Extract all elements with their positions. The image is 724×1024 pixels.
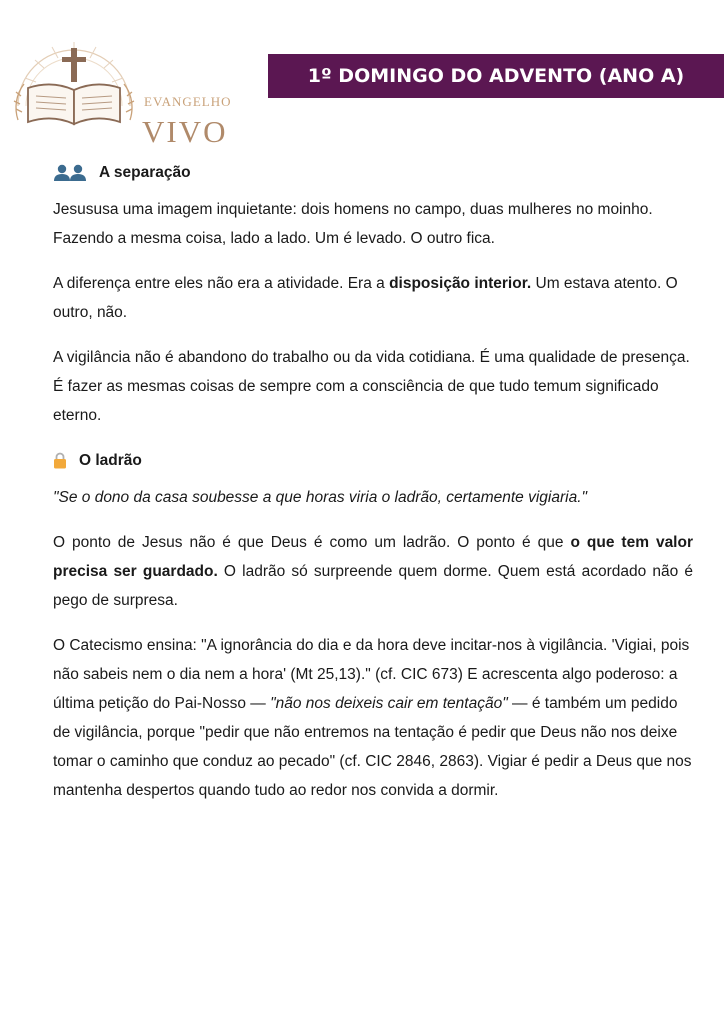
paragraph bbox=[53, 631, 693, 805]
bold-text: disposição interior. bbox=[389, 275, 532, 292]
evangelho-vivo-logo bbox=[8, 28, 232, 149]
bold-text: o que tem valor precisa ser guardado. bbox=[53, 534, 693, 580]
text-run: — é também um pedido de vigilância, porque "pedir que não entremos na tentação é pedir que Deus não nos deixe tomar o caminho que conduz ao pecado" (cf. CIC 2846, 2863). Vigiar é pedir a Deus que nos mantenha despertos quando tudo ao redor nos convida a dormir. bbox=[53, 695, 692, 799]
text-run: O Catecismo ensina: "A ignorância do dia e da hora deve incitar-nos à vigilância. 'Vigiai, pois não sabeis nem o dia nem a hora' (Mt 25,13)." (cf. CIC 673) E acrescenta algo poderoso: a última petição do Pai-Nosso — bbox=[53, 637, 690, 712]
text-run: O ponto de Jesus não é que Deus é como um ladrão. O ponto é que bbox=[53, 534, 571, 551]
open-book-cross-icon bbox=[8, 28, 230, 128]
lock-icon bbox=[53, 452, 67, 469]
section-heading-text: A separação bbox=[99, 164, 191, 181]
paragraph bbox=[53, 528, 693, 615]
document-body bbox=[53, 158, 693, 821]
page-title-banner: 1º DOMINGO DO ADVENTO (ANO A) bbox=[268, 54, 724, 98]
logo-text-vivo: VIVO bbox=[142, 114, 228, 149]
section-heading-separacao bbox=[53, 158, 693, 187]
paragraph: Jesususa uma imagem inquietante: dois homens no campo, duas mulheres no moinho. Fazendo a mesma coisa, lado a lado. Um é levado. O outro fica. bbox=[53, 201, 653, 247]
text-run: Um estava atento. O outro, não. bbox=[53, 275, 678, 321]
italic-text: "não nos deixeis cair em tentação" bbox=[270, 695, 508, 712]
two-people-icon bbox=[53, 164, 87, 182]
scripture-quote: "Se o dono da casa soubesse a que horas viria o ladrão, certamente vigiaria." bbox=[53, 489, 588, 506]
text-run: O ladrão só surpreende quem dorme. Quem está acordado não é pego de surpresa. bbox=[53, 563, 693, 609]
logo-text-evangelho: EVANGELHO bbox=[144, 94, 232, 109]
paragraph: A vigilância não é abandono do trabalho ou da vida cotidiana. É uma qualidade de presença. É fazer as mesmas coisas de sempre com a consciência de que tudo temum significado eterno. bbox=[53, 349, 690, 424]
section-heading-text: O ladrão bbox=[79, 452, 142, 469]
section-heading-ladrao bbox=[53, 446, 693, 475]
text-run: A diferença entre eles não era a atividade. Era a bbox=[53, 275, 390, 292]
paragraph bbox=[53, 269, 693, 327]
